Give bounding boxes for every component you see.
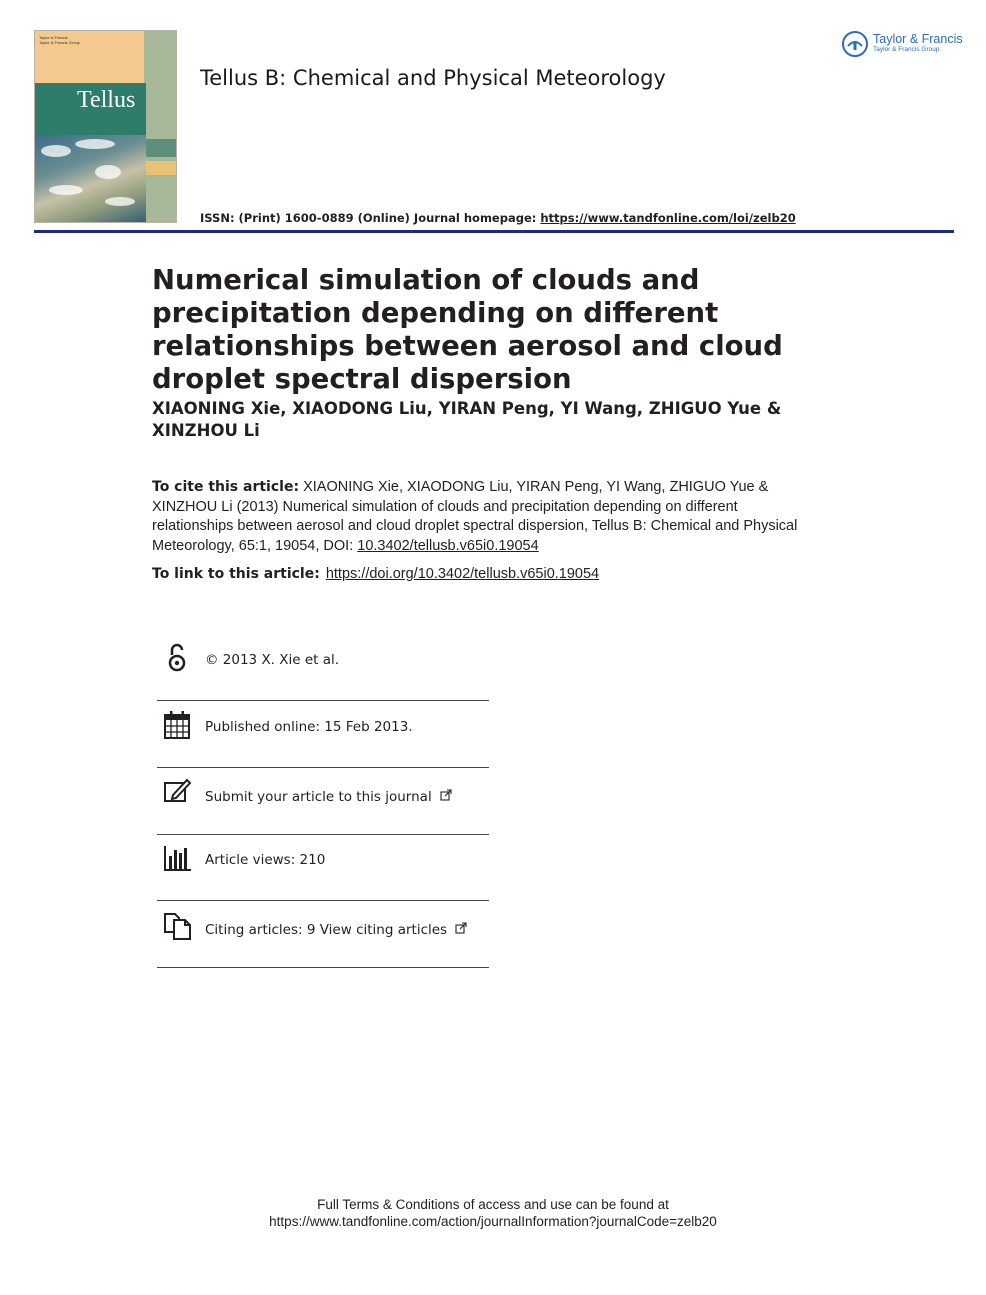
info-divider (157, 967, 489, 968)
publisher-logo[interactable] (841, 30, 963, 58)
info-divider (157, 700, 489, 701)
article-doi-url[interactable]: https://doi.org/10.3402/tellusb.v65i0.19054 (325, 566, 600, 582)
citation-text: XIAONING Xie, XIAODONG Liu, YIRAN Peng, YI Wang, ZHIGUO Yue & XINZHOU Li (2013) Numerical simulation of clouds and precipitation depending on different relationships between aerosol and cloud droplet spectral dispersion, Tellus B: Chemical and Physical Meteorology, 65:1, 19054, DOI: (152, 479, 798, 554)
cover-publisher-name: Taylor & Francis (39, 35, 68, 40)
published-row (157, 710, 489, 744)
calendar-icon (163, 710, 191, 740)
edit-icon (163, 777, 191, 807)
article-authors: XIAONING Xie, XIAODONG Liu, YIRAN Peng, YI Wang, ZHIGUO Yue & XINZHOU Li (152, 399, 782, 440)
header-divider (34, 230, 954, 233)
publisher-logo-icon (841, 30, 869, 58)
copyright-text: © 2013 X. Xie et al. (205, 652, 340, 668)
citation-doi-link[interactable]: 10.3402/tellusb.v65i0.19054 (357, 537, 539, 554)
views-row (157, 844, 489, 878)
footer (0, 1196, 986, 1230)
citing-articles-link[interactable] (205, 922, 467, 938)
copyright-row (157, 643, 489, 677)
footer-terms-text: Full Terms & Conditions of access and use can be found at (317, 1197, 669, 1212)
submit-article-link[interactable] (205, 789, 452, 805)
citing-row[interactable] (157, 910, 489, 950)
journal-cover (34, 30, 177, 223)
article-link-block (152, 566, 599, 582)
journal-title[interactable]: Tellus B: Chemical and Physical Meteorology (200, 66, 666, 90)
cover-satellite-image (35, 135, 146, 223)
journal-homepage-link[interactable]: https://www.tandfonline.com/loi/zelb20 (540, 211, 796, 225)
external-link-icon (440, 789, 452, 801)
info-divider (157, 834, 489, 835)
citation-block (152, 478, 812, 556)
article-link-label: To link to this article: (152, 566, 320, 582)
documents-icon (163, 910, 191, 940)
cover-publisher (39, 35, 80, 45)
submit-row[interactable] (157, 777, 489, 817)
article-title: Numerical simulation of clouds and precipitation depending on different relationships between aerosol and cloud droplet spectral dispersion (152, 264, 783, 395)
submit-article-label: Submit your article to this journal (205, 789, 432, 805)
published-date-text: Published online: 15 Feb 2013. (205, 719, 413, 735)
info-divider (157, 767, 489, 768)
info-divider (157, 900, 489, 901)
publisher-logo-name: Taylor & Francis (873, 32, 963, 46)
external-link-icon (455, 922, 467, 934)
open-access-icon (163, 643, 191, 673)
citing-articles-label: Citing articles: 9 View citing articles (205, 922, 448, 938)
bar-chart-icon (163, 844, 191, 874)
issn-text: ISSN: (Print) 1600-0889 (Online) Journal homepage: (200, 211, 541, 225)
cover-title: Tellus (77, 87, 136, 113)
issn-line (200, 211, 796, 225)
cover-publisher-group: Taylor & Francis Group (39, 40, 80, 45)
publisher-logo-group: Taylor & Francis Group (873, 46, 940, 53)
footer-terms-url[interactable]: https://www.tandfonline.com/action/journalInformation?journalCode=zelb20 (269, 1214, 717, 1229)
article-views-text: Article views: 210 (205, 852, 326, 868)
citation-label: To cite this article: (152, 479, 300, 495)
